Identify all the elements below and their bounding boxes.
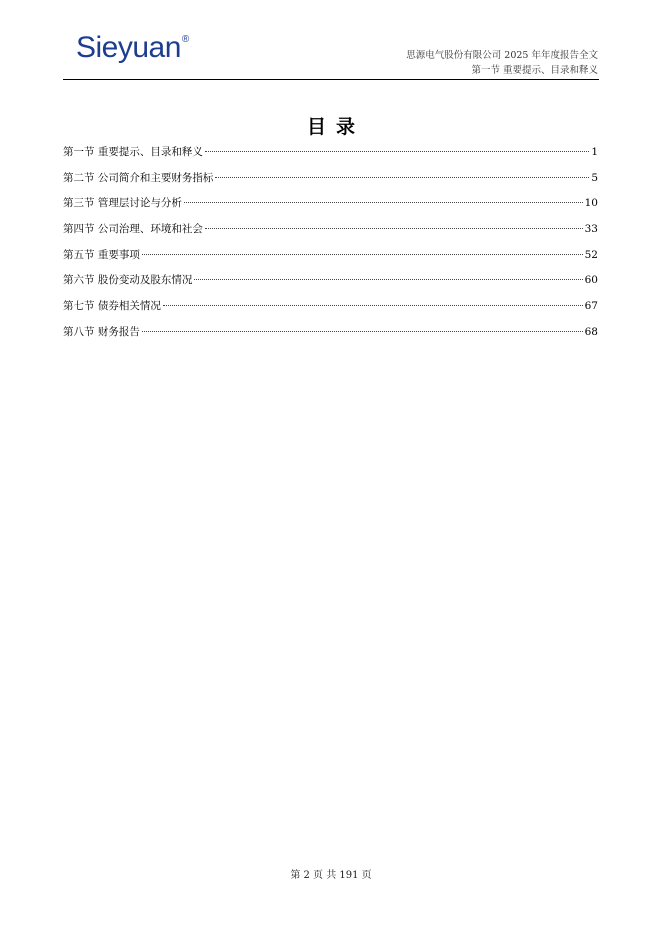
toc-entry-page: 67	[584, 300, 598, 313]
toc-entry-label: 第八节 财务报告	[63, 325, 140, 338]
toc-entry-label: 第六节 股份变动及股东情况	[63, 274, 193, 287]
toc-entry[interactable]	[63, 144, 598, 170]
report-title: 思源电气股份有限公司 2025 年年度报告全文	[406, 50, 598, 61]
running-header	[406, 48, 598, 78]
toc-entry-page: 5	[591, 171, 598, 184]
toc-entry-page: 1	[591, 146, 598, 158]
toc-entry-page: 33	[584, 223, 598, 236]
toc-entry[interactable]	[63, 221, 598, 247]
toc-entry-page: 68	[584, 325, 598, 338]
section-title: 第一节 重要提示、目录和释义	[471, 65, 598, 76]
toc-entry-label: 第四节 公司治理、环境和社会	[63, 223, 203, 236]
toc-entry-label: 第五节 重要事项	[63, 248, 140, 261]
dot-leader	[142, 331, 583, 332]
toc-entry[interactable]	[63, 170, 598, 196]
toc-entry[interactable]	[63, 272, 598, 298]
toc-entry[interactable]	[63, 195, 598, 221]
dot-leader	[142, 254, 583, 255]
dot-leader	[205, 151, 589, 152]
toc-entry-label: 第七节 债券相关情况	[63, 300, 161, 313]
toc-entry-page: 60	[584, 274, 598, 287]
company-logo	[76, 33, 189, 63]
toc-entry-page: 10	[584, 197, 598, 210]
toc-entry-label: 第三节 管理层讨论与分析	[63, 197, 182, 210]
dot-leader	[163, 305, 583, 306]
dot-leader	[194, 279, 582, 280]
dot-leader	[205, 228, 583, 229]
toc-entry-label: 第二节 公司简介和主要财务指标	[63, 171, 214, 184]
toc-entry[interactable]	[63, 298, 598, 324]
toc-entry[interactable]	[63, 247, 598, 273]
toc-entry-page: 52	[584, 248, 598, 261]
toc-title: 目录	[306, 116, 365, 138]
toc-list	[63, 144, 598, 350]
header-divider	[63, 79, 599, 80]
registered-mark: ®	[181, 34, 189, 45]
dot-leader	[184, 202, 583, 203]
logo-text: Sieyuan	[76, 31, 181, 64]
dot-leader	[215, 177, 589, 178]
toc-entry-label: 第一节 重要提示、目录和释义	[63, 146, 203, 158]
toc-entry[interactable]	[63, 324, 598, 350]
page-footer: 第 2 页 共 191 页	[290, 870, 372, 881]
